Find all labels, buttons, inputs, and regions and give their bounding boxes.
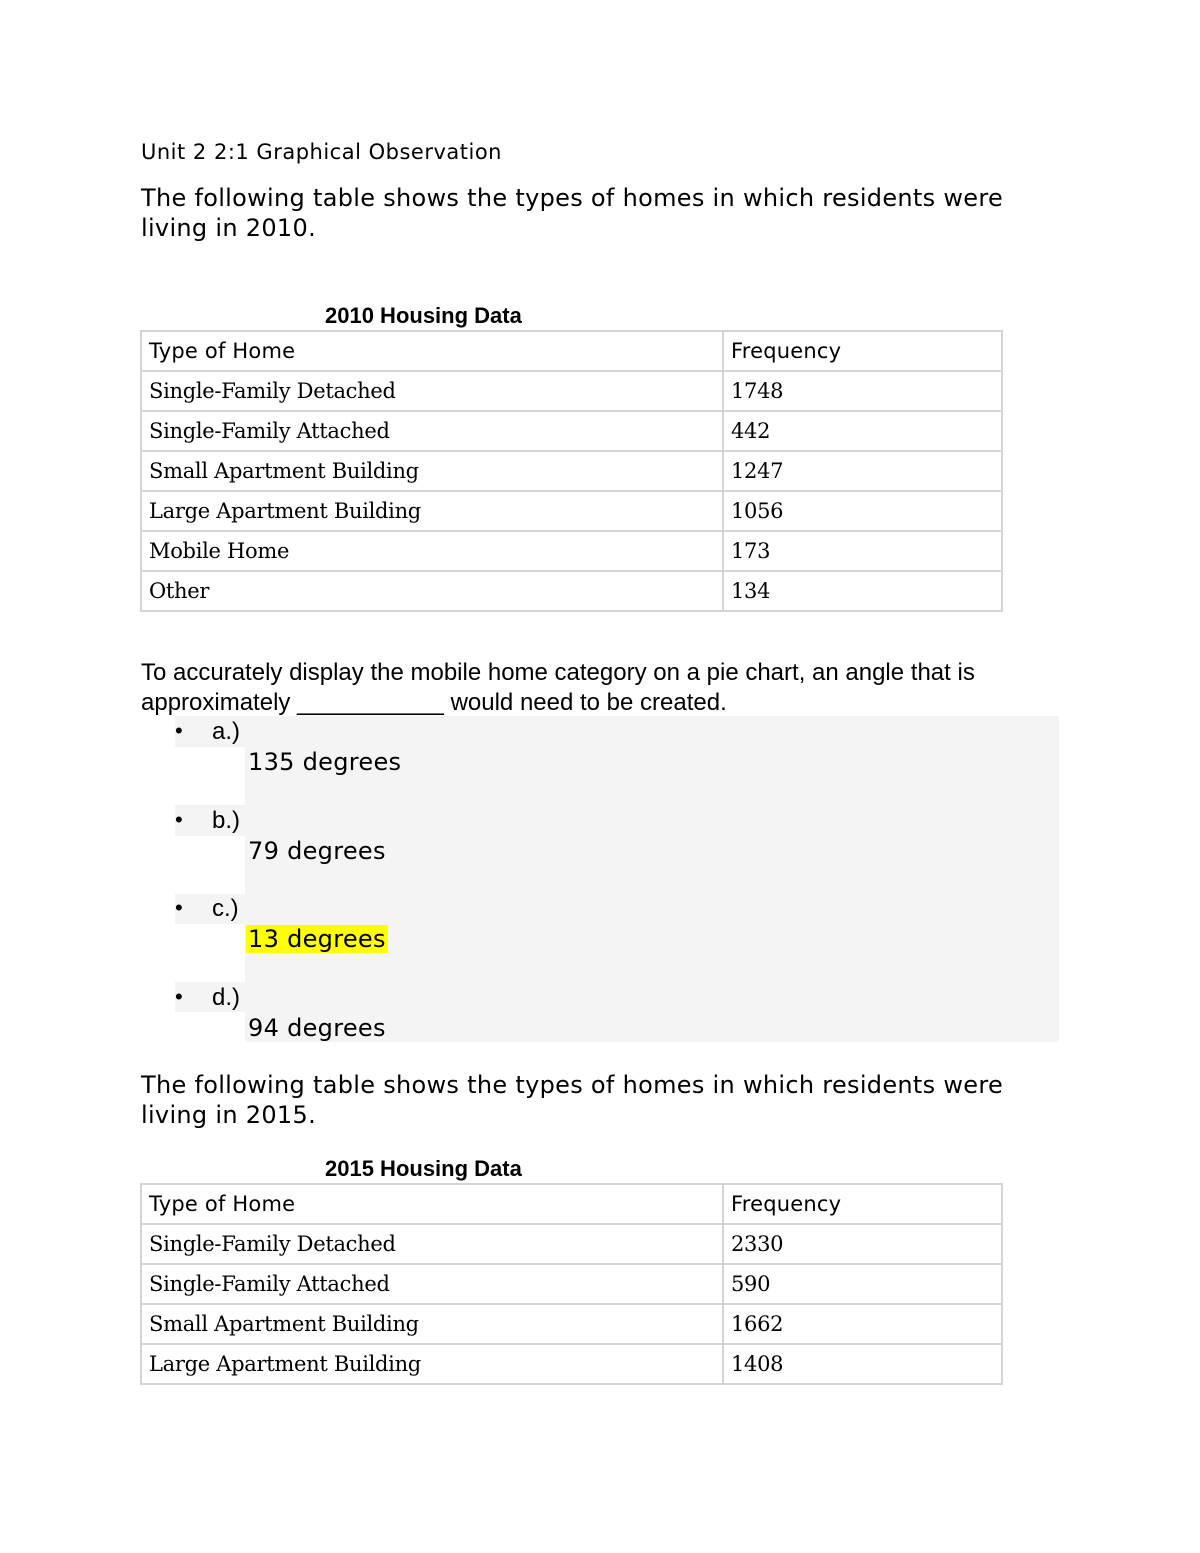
spacer bbox=[175, 836, 245, 894]
answer-letter: c.) bbox=[212, 895, 239, 922]
table-title-2010: 2010 Housing Data bbox=[325, 303, 522, 328]
cell-frequency: 590 bbox=[723, 1264, 1002, 1304]
cell-frequency: 1056 bbox=[723, 491, 1002, 531]
cell-type: Small Apartment Building bbox=[141, 451, 723, 491]
spacer bbox=[175, 747, 245, 805]
table-row bbox=[141, 531, 1002, 571]
cell-type: Single-Family Attached bbox=[141, 411, 723, 451]
spacer bbox=[175, 1012, 245, 1042]
cell-type: Mobile Home bbox=[141, 531, 723, 571]
table-header-row bbox=[141, 331, 1002, 371]
column-header-frequency: Frequency bbox=[723, 1184, 1002, 1224]
cell-type: Small Apartment Building bbox=[141, 1304, 723, 1344]
question-text: To accurately display the mobile home category on a pie chart, an angle that is approximately ___________ would need to be created. bbox=[141, 659, 975, 716]
bullet-icon: • bbox=[175, 984, 183, 1009]
table-row bbox=[141, 1224, 1002, 1264]
answer-letter: d.) bbox=[212, 984, 241, 1011]
page-header: Unit 2 2:1 Graphical Observation bbox=[141, 140, 502, 164]
cell-type: Single-Family Attached bbox=[141, 1264, 723, 1304]
answer-letter: b.) bbox=[212, 807, 241, 834]
answer-text: 135 degrees bbox=[248, 748, 402, 776]
table-row bbox=[141, 571, 1002, 611]
cell-type: Other bbox=[141, 571, 723, 611]
table-row bbox=[141, 491, 1002, 531]
bullet-icon: • bbox=[175, 718, 183, 743]
bullet-icon: • bbox=[175, 895, 183, 920]
table-row bbox=[141, 1304, 1002, 1344]
intro-paragraph-2015: The following table shows the types of homes in which residents were living in 2015. bbox=[141, 1071, 1004, 1129]
answer-text: 94 degrees bbox=[248, 1014, 386, 1042]
table-row bbox=[141, 1264, 1002, 1304]
cell-type: Single-Family Detached bbox=[141, 371, 723, 411]
table-header-row bbox=[141, 1184, 1002, 1224]
table-row bbox=[141, 1344, 1002, 1384]
column-header-type: Type of Home bbox=[141, 331, 723, 371]
cell-frequency: 1247 bbox=[723, 451, 1002, 491]
cell-frequency: 134 bbox=[723, 571, 1002, 611]
answer-text: 79 degrees bbox=[248, 837, 386, 865]
bullet-icon: • bbox=[175, 807, 183, 832]
cell-type: Single-Family Detached bbox=[141, 1224, 723, 1264]
table-row bbox=[141, 451, 1002, 491]
answer-letter: a.) bbox=[212, 718, 241, 745]
table-title-2015: 2015 Housing Data bbox=[325, 1156, 522, 1181]
cell-frequency: 442 bbox=[723, 411, 1002, 451]
cell-frequency: 2330 bbox=[723, 1224, 1002, 1264]
housing-table-2015 bbox=[140, 1183, 1003, 1385]
cell-frequency: 173 bbox=[723, 531, 1002, 571]
answer-text-highlighted: 13 degrees bbox=[248, 925, 386, 953]
answer-choices bbox=[175, 716, 1059, 1042]
spacer bbox=[175, 924, 245, 982]
cell-frequency: 1662 bbox=[723, 1304, 1002, 1344]
housing-table-2010 bbox=[140, 330, 1003, 612]
intro-paragraph-2010: The following table shows the types of homes in which residents were living in 2010. bbox=[141, 184, 1004, 242]
cell-frequency: 1748 bbox=[723, 371, 1002, 411]
table-row bbox=[141, 411, 1002, 451]
cell-frequency: 1408 bbox=[723, 1344, 1002, 1384]
cell-type: Large Apartment Building bbox=[141, 1344, 723, 1384]
table-row bbox=[141, 371, 1002, 411]
column-header-type: Type of Home bbox=[141, 1184, 723, 1224]
column-header-frequency: Frequency bbox=[723, 331, 1002, 371]
cell-type: Large Apartment Building bbox=[141, 491, 723, 531]
